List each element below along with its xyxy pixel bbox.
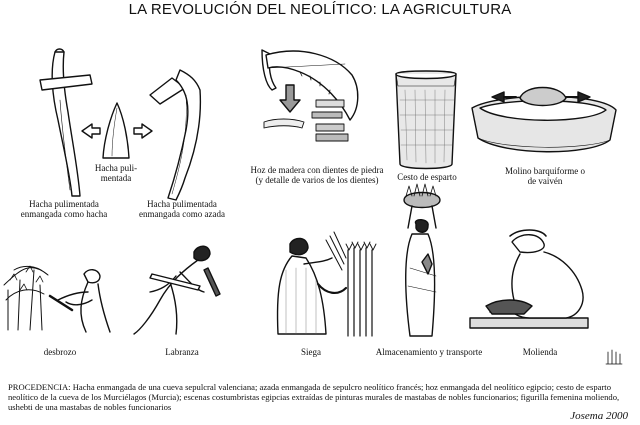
- caption-line: enmangada como azada: [139, 209, 225, 219]
- caption-line: Hacha puli-: [94, 163, 138, 173]
- grinding-scene-illustration: [470, 230, 588, 328]
- caption-molienda: Molienda: [522, 347, 558, 357]
- caption-almacenamiento: Almacenamiento y transporte: [375, 347, 483, 357]
- caption-line: Hoz de madera con dientes de piedra: [250, 165, 384, 175]
- caption-labranza: Labranza: [165, 347, 199, 357]
- caption-line: Hacha pulimentada: [29, 199, 99, 209]
- adze-hafted-illustration: [150, 70, 200, 200]
- source-note: PROCEDENCIA: Hacha enmangada de una cueva sepulcral valenciana; azada enmangada de sepulcro neolítico francés; hoz enmangada del neolítico egipcio; cesto de esparto neolítico de la cueva de los Murciélagos (Murcia); escenas costumbristas egipcias extraídas de pinturas murales de mastabas de nobles funcionarios; figurilla femenina moliendo, ushebti de una mastabas de nobles funcionarios: [8, 382, 620, 412]
- caption-line: mentada: [100, 173, 132, 183]
- tilling-scene-illustration: [134, 246, 220, 334]
- caption-hacha-azada: [130, 199, 234, 219]
- caption-molino: [490, 166, 600, 186]
- arrow-left-icon: [82, 124, 100, 138]
- signature-mark-icon: [606, 350, 622, 364]
- caption-hacha-hacha: [14, 199, 114, 219]
- caption-siega: Siega: [301, 347, 321, 357]
- author-signature: Josema 2000: [570, 410, 628, 422]
- polished-axe-blade-illustration: [103, 103, 129, 158]
- caption-cesto: Cesto de esparto: [397, 172, 457, 182]
- caption-line: Hacha pulimentada: [147, 199, 217, 209]
- harvest-scene-illustration: [278, 232, 376, 336]
- storage-scene-illustration: [404, 184, 440, 336]
- axe-hafted-illustration: [40, 49, 92, 196]
- sickle-illustration: [262, 50, 358, 120]
- caption-line: de vaivén: [527, 176, 563, 186]
- caption-line: Molino barquiforme o: [505, 166, 585, 176]
- arrow-right-icon: [134, 124, 152, 138]
- caption-desbrozo: desbrozo: [43, 347, 77, 357]
- esparto-basket-illustration: [396, 71, 456, 169]
- arrow-down-icon: [280, 85, 300, 112]
- caption-line: enmangada como hacha: [20, 209, 108, 219]
- caption-hacha-pulimentada: [90, 163, 142, 183]
- sickle-teeth-detail: [264, 100, 348, 141]
- caption-hoz: [234, 165, 400, 185]
- page-title: LA REVOLUCIÓN DEL NEOLÍTICO: LA AGRICULTURA: [128, 1, 512, 18]
- caption-line: (y detalle de varios de los dientes): [255, 175, 379, 185]
- clearing-scene-illustration: [4, 266, 110, 332]
